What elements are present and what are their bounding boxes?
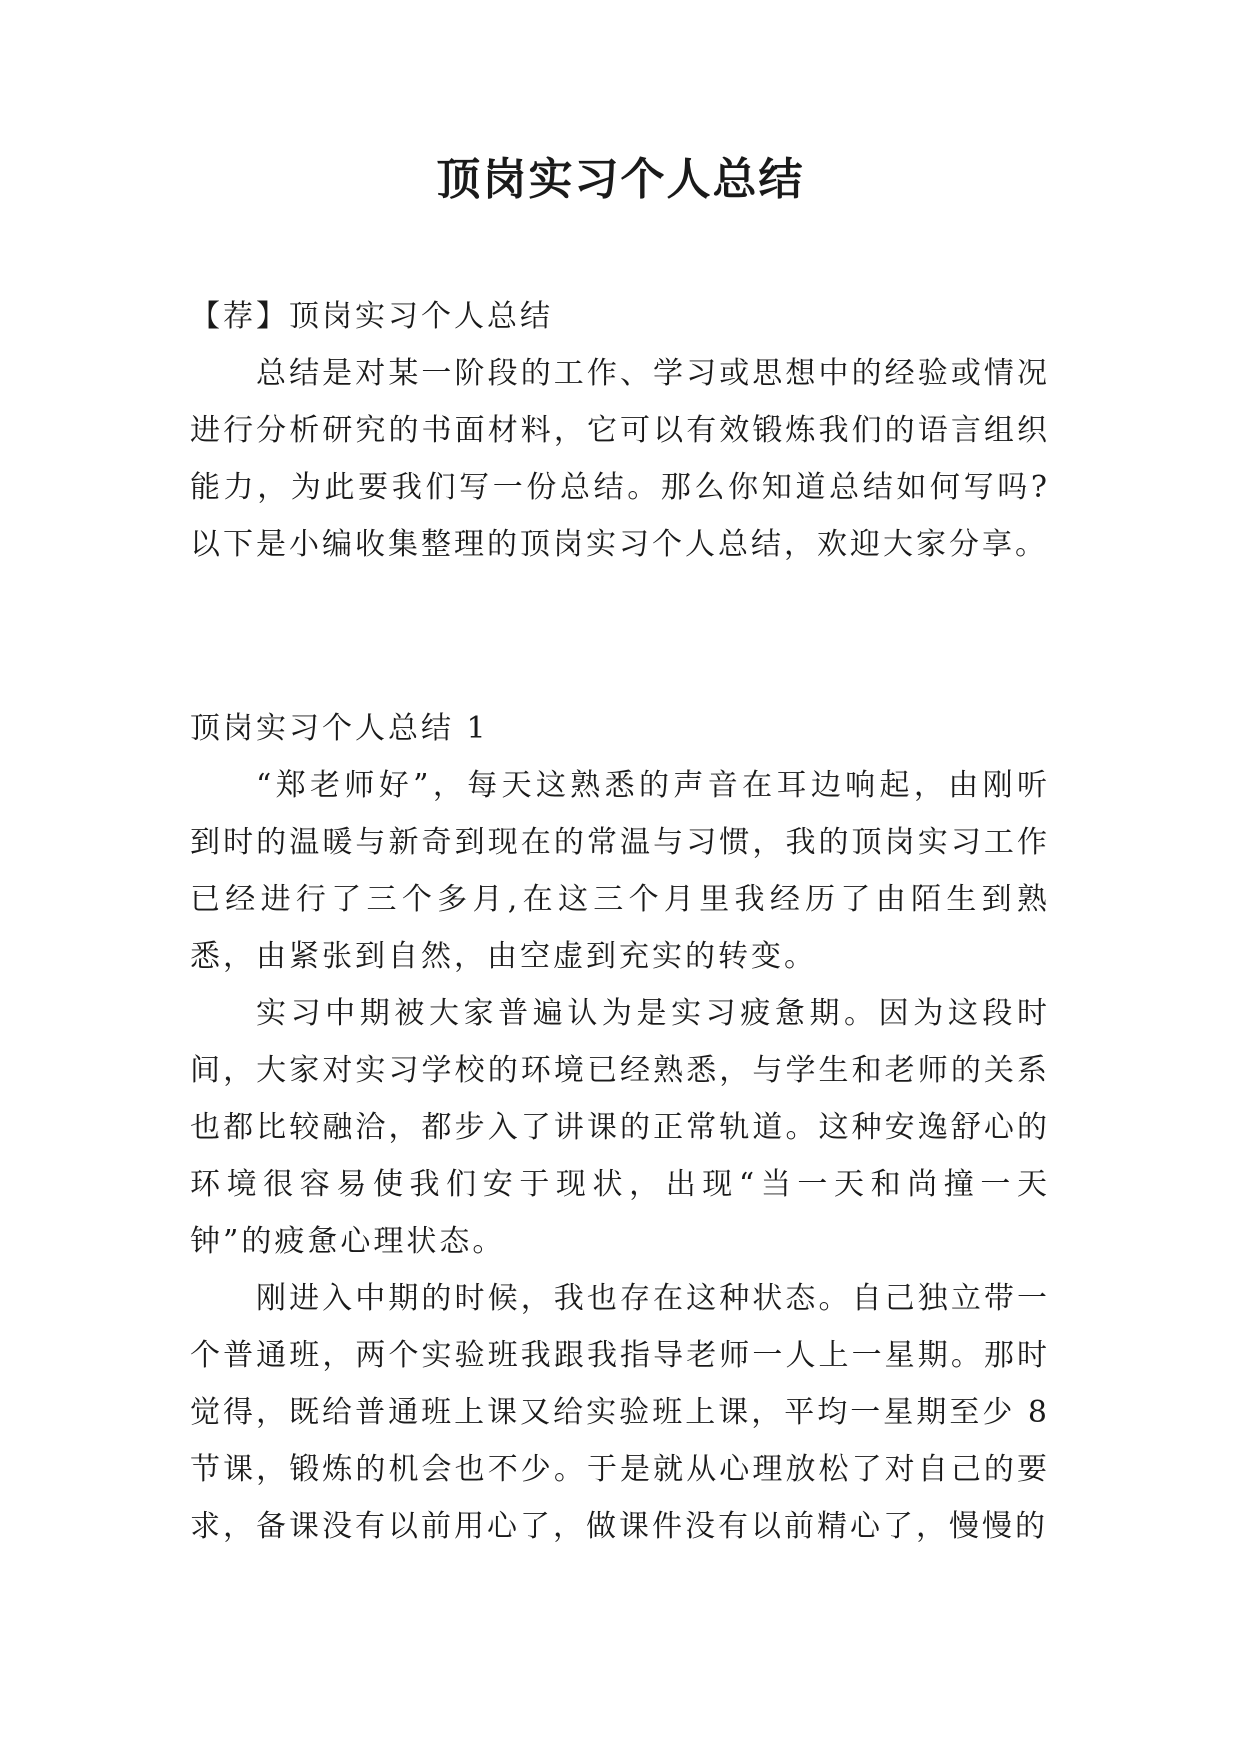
body-paragraph: 刚进入中期的时候，我也存在这种状态。自己独立带一个普通班，两个实验班我跟我指导老师一人上一星期。那时觉得，既给普通班上课又给实验班上课，平均一星期至少 8 节课，锻炼的机会也不少。于是就从心理放松了对自己的要求，备课没有以前用心了，做课件没有以前精心了，慢慢的 (190, 1281, 1050, 1544)
section-body (190, 757, 1050, 1555)
body-paragraph: 实习中期被大家普遍认为是实习疲惫期。因为这段时间，大家对实习学校的环境已经熟悉，与学生和老师的关系也都比较融洽，都步入了讲课的正常轨道。这种安逸舒心的环境很容易使我们安于现状，出现“当一天和尚撞一天钟”的疲惫心理状态。 (190, 996, 1050, 1259)
recommend-line: 【荐】顶岗实习个人总结 (190, 299, 553, 334)
body-paragraph: “郑老师好”，每天这熟悉的声音在耳边响起，由刚听到时的温暖与新奇到现在的常温与习惯，我的顶岗实习工作已经进行了三个多月,在这三个月里我经历了由陌生到熟悉，由紧张到自然，由空虚到充实的转变。 (190, 768, 1050, 974)
section-heading: 顶岗实习个人总结 1 (190, 711, 489, 746)
document-title: 顶岗实习个人总结 (436, 154, 805, 205)
intro-paragraph: 总结是对某一阶段的工作、学习或思想中的经验或情况进行分析研究的书面材料，它可以有效锻炼我们的语言组织能力，为此要我们写一份总结。那么你知道总结如何写吗?以下是小编收集整理的顶岗实习个人总结，欢迎大家分享。 (190, 356, 1050, 562)
